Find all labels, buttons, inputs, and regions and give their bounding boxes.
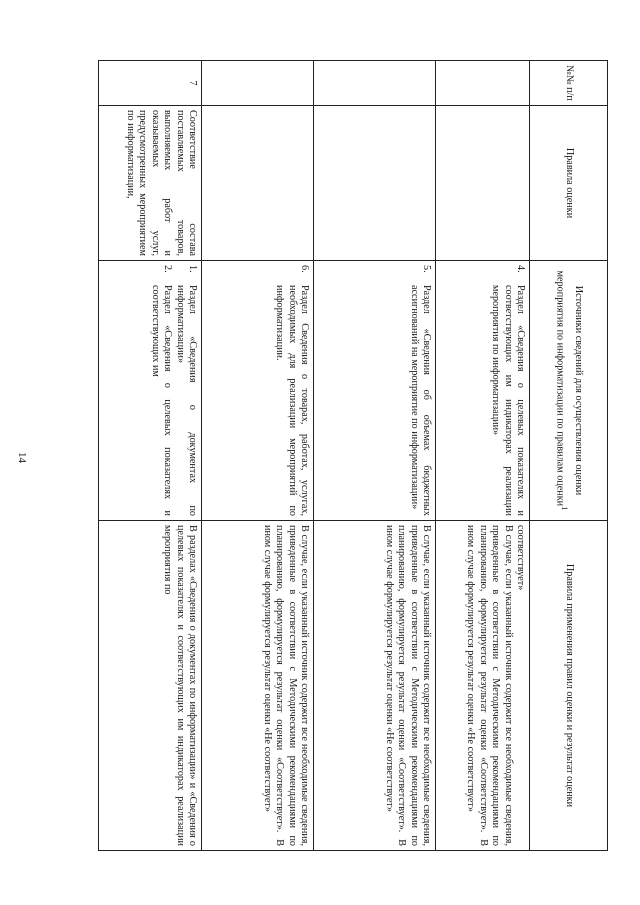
source-number: 1.: [187, 265, 198, 273]
header-rule: Правила оценки: [530, 106, 608, 261]
cell-num: [436, 61, 530, 106]
source-number: 4.: [515, 265, 526, 273]
source-number: 6.: [299, 265, 310, 273]
cell-application: В случае, если указанный источник содержит все необходимые сведения, приведенные в соответствии с Методическими рекомендациями по планированию, формулируется результат оценки «Соответствует». В ином случае формулируется результат оценки «Не соответствует»: [314, 521, 436, 851]
header-sources: [530, 261, 608, 521]
source-text: Раздел «Сведения о целевых показателях и соответствующих им индикаторах реализации мероприятия по информатизации»: [490, 285, 526, 516]
application-text: В случае, если указанный источник содержит все необходимые сведения, приведенные в соответствии с Методическими рекомендациями по планированию, формулируется результат оценки «Соответствует». В ином случае формулируется результат оценки «Не соответствует»: [465, 525, 514, 846]
cell-source: [202, 261, 314, 521]
cell-source: [436, 261, 530, 521]
rotated-page: [98, 60, 608, 850]
table-header-row: [530, 61, 608, 851]
source-text: Раздел «Сведения об объемах бюджетных ассигнований на мероприятие по информатизации»: [408, 285, 432, 516]
table-row: [99, 61, 202, 851]
page-number: 14: [16, 452, 28, 463]
source-text: Раздел «Сведения о целевых показателях и соответствующих им: [149, 285, 174, 516]
cell-num: 7: [99, 61, 202, 106]
cell-source: [99, 261, 202, 521]
cell-source: [314, 261, 436, 521]
header-sources-text: Источники сведений для осуществления оценки мероприятия по информатизации по правилам оценки: [554, 270, 584, 507]
cell-rule: [436, 106, 530, 261]
source-number: 2.: [162, 265, 174, 273]
cell-num: [314, 61, 436, 106]
cell-application: [436, 521, 530, 851]
table-row: [202, 61, 314, 851]
footnote-marker: 1: [560, 506, 571, 511]
source-text: Раздел Сведения о товарах, работах, услугах, необходимых для реализации мероприятий по информатизации.: [274, 285, 310, 516]
cell-application: В разделах «Сведения о документах по информатизации» и «Сведения о целевых показателях и соответствующих им индикаторах реализации мероприятия по: [99, 521, 202, 851]
header-application: Правила применения правил оценки и результат оценки: [530, 521, 608, 851]
assessment-table: [98, 60, 608, 851]
cell-rule: [314, 106, 436, 261]
cell-application: В случае, если указанный источник содержит все необходимые сведения, приведенные в соответствии с Методическими рекомендациями по планированию, формулируется результат оценки «Соответствует». В ином случае формулируется результат оценки «Не соответствует»: [202, 521, 314, 851]
table-row: [314, 61, 436, 851]
table-row: [436, 61, 530, 851]
cell-rule: [202, 106, 314, 261]
application-prefix: соответствует»: [515, 525, 526, 591]
source-number: 5.: [421, 265, 432, 273]
header-num: №№ п/п: [530, 61, 608, 106]
cell-num: [202, 61, 314, 106]
source-text: Раздел «Сведения о документах по информатизации»: [174, 285, 198, 516]
cell-rule: Соответствие состава поставляемых товаров, выполняемых работ и оказываемых услуг, предусмотренных мероприятием по информатизации,: [99, 106, 202, 261]
